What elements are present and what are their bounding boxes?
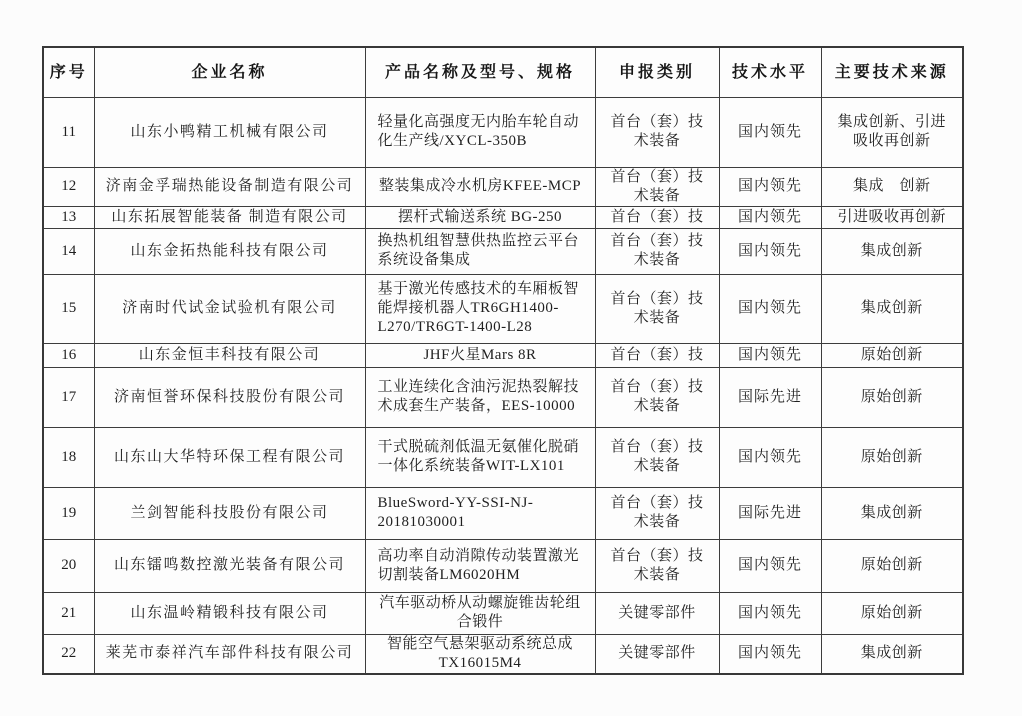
cell-company: 山东镭鸣数控激光装备有限公司 xyxy=(94,539,365,592)
cell-category: 首台（套）技术装备 xyxy=(595,167,719,206)
table-row xyxy=(43,367,963,427)
cell-no: 15 xyxy=(43,274,94,343)
cell-company: 山东拓展智能装备 制造有限公司 xyxy=(94,206,365,228)
cell-source: 集成创新 xyxy=(821,274,963,343)
cell-product: 摆杆式输送系统 BG-250 xyxy=(365,206,595,228)
cell-category: 首台（套）技 xyxy=(595,343,719,367)
table-row xyxy=(43,634,963,674)
cell-source: 原始创新 xyxy=(821,539,963,592)
cell-product: 干式脱硫剂低温无氨催化脱硝一体化系统装备WIT-LX101 xyxy=(365,427,595,487)
cell-no: 14 xyxy=(43,228,94,274)
cell-category: 首台（套）技术装备 xyxy=(595,539,719,592)
cell-company: 济南金孚瑞热能设备制造有限公司 xyxy=(94,167,365,206)
cell-category: 首台（套）技术装备 xyxy=(595,367,719,427)
table-row xyxy=(43,97,963,167)
cell-level: 国内领先 xyxy=(719,167,821,206)
cell-level: 国内领先 xyxy=(719,97,821,167)
table-row xyxy=(43,487,963,539)
cell-source: 原始创新 xyxy=(821,343,963,367)
cell-no: 12 xyxy=(43,167,94,206)
cell-product: 整装集成冷水机房KFEE-MCP xyxy=(365,167,595,206)
table-row xyxy=(43,343,963,367)
cell-company: 山东山大华特环保工程有限公司 xyxy=(94,427,365,487)
cell-level: 国内领先 xyxy=(719,592,821,634)
cell-no: 13 xyxy=(43,206,94,228)
cell-product: BlueSword-YY-SSI-NJ-20181030001 xyxy=(365,487,595,539)
table-row xyxy=(43,592,963,634)
cell-source: 集成创新 xyxy=(821,634,963,674)
cell-category: 关键零部件 xyxy=(595,634,719,674)
cell-level: 国内领先 xyxy=(719,228,821,274)
cell-product: JHF火星Mars 8R xyxy=(365,343,595,367)
cell-level: 国内领先 xyxy=(719,427,821,487)
cell-level: 国内领先 xyxy=(719,539,821,592)
cell-category: 首台（套）技术装备 xyxy=(595,228,719,274)
column-header-product: 产品名称及型号、规格 xyxy=(365,47,595,97)
cell-category: 首台（套）技术装备 xyxy=(595,427,719,487)
award-table xyxy=(42,46,964,675)
cell-no: 16 xyxy=(43,343,94,367)
cell-product: 智能空气悬架驱动系统总成TX16015M4 xyxy=(365,634,595,674)
table-row xyxy=(43,167,963,206)
cell-level: 国际先进 xyxy=(719,487,821,539)
cell-no: 20 xyxy=(43,539,94,592)
cell-no: 17 xyxy=(43,367,94,427)
cell-category: 首台（套）技术装备 xyxy=(595,487,719,539)
cell-source: 原始创新 xyxy=(821,592,963,634)
cell-product: 换热机组智慧供热监控云平台系统设备集成 xyxy=(365,228,595,274)
table-row xyxy=(43,427,963,487)
cell-category: 首台（套）技 xyxy=(595,206,719,228)
cell-level: 国内领先 xyxy=(719,274,821,343)
cell-level: 国际先进 xyxy=(719,367,821,427)
cell-product: 轻量化高强度无内胎车轮自动化生产线/XYCL-350B xyxy=(365,97,595,167)
column-header-level: 技术水平 xyxy=(719,47,821,97)
table-header-row xyxy=(43,47,963,97)
table-row xyxy=(43,206,963,228)
cell-source: 引进吸收再创新 xyxy=(821,206,963,228)
cell-level: 国内领先 xyxy=(719,343,821,367)
cell-company: 山东金拓热能科技有限公司 xyxy=(94,228,365,274)
cell-source: 集成创新 xyxy=(821,228,963,274)
cell-no: 18 xyxy=(43,427,94,487)
cell-level: 国内领先 xyxy=(719,634,821,674)
cell-category: 首台（套）技术装备 xyxy=(595,274,719,343)
cell-company: 莱芜市泰祥汽车部件科技有限公司 xyxy=(94,634,365,674)
cell-source: 原始创新 xyxy=(821,367,963,427)
cell-no: 19 xyxy=(43,487,94,539)
table-row xyxy=(43,228,963,274)
cell-product: 工业连续化含油污泥热裂解技术成套生产装备，EES-10000 xyxy=(365,367,595,427)
cell-company: 山东小鸭精工机械有限公司 xyxy=(94,97,365,167)
cell-category: 首台（套）技术装备 xyxy=(595,97,719,167)
column-header-company: 企业名称 xyxy=(94,47,365,97)
cell-company: 济南时代试金试验机有限公司 xyxy=(94,274,365,343)
table-row xyxy=(43,274,963,343)
cell-source: 集成 创新 xyxy=(821,167,963,206)
cell-product: 汽车驱动桥从动螺旋锥齿轮组合锻件 xyxy=(365,592,595,634)
cell-company: 山东温岭精锻科技有限公司 xyxy=(94,592,365,634)
cell-category: 关键零部件 xyxy=(595,592,719,634)
cell-company: 济南恒誉环保科技股份有限公司 xyxy=(94,367,365,427)
column-header-category: 申报类别 xyxy=(595,47,719,97)
column-header-source: 主要技术来源 xyxy=(821,47,963,97)
cell-source: 集成创新 xyxy=(821,487,963,539)
cell-source: 集成创新、引进吸收再创新 xyxy=(821,97,963,167)
table-row xyxy=(43,539,963,592)
cell-company: 山东金恒丰科技有限公司 xyxy=(94,343,365,367)
column-header-no: 序号 xyxy=(43,47,94,97)
cell-company: 兰剑智能科技股份有限公司 xyxy=(94,487,365,539)
cell-product: 基于激光传感技术的车厢板智能焊接机器人TR6GH1400-L270/TR6GT-1400-L28 xyxy=(365,274,595,343)
cell-source: 原始创新 xyxy=(821,427,963,487)
cell-level: 国内领先 xyxy=(719,206,821,228)
cell-no: 21 xyxy=(43,592,94,634)
cell-no: 22 xyxy=(43,634,94,674)
cell-product: 高功率自动消隙传动装置激光切割装备LM6020HM xyxy=(365,539,595,592)
cell-no: 11 xyxy=(43,97,94,167)
